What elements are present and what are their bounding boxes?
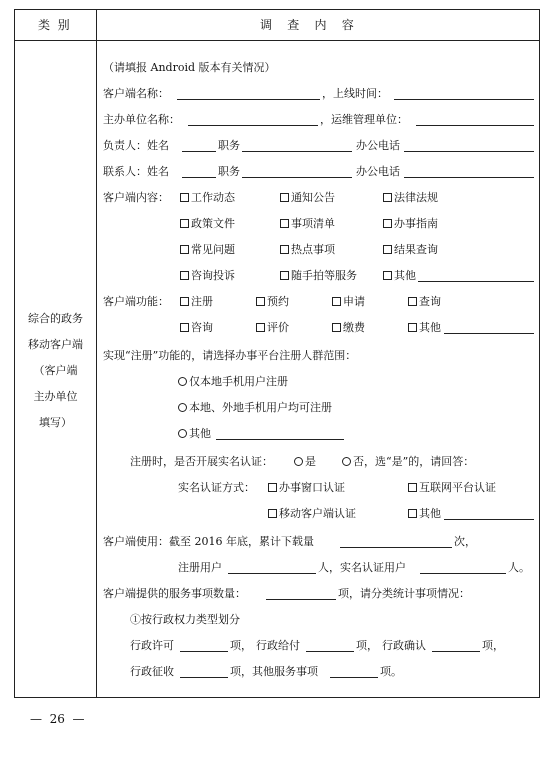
checkbox-icon [180, 271, 189, 280]
table-bottom-border [14, 697, 540, 698]
function-option[interactable]: 注册 [180, 295, 213, 309]
permit-unit: 项， [230, 639, 252, 652]
client-name-label: 客户端名称： [103, 87, 169, 100]
table-left-border [14, 9, 15, 698]
checkbox-icon [332, 323, 341, 332]
downloads-field[interactable] [340, 547, 452, 548]
content-label: 客户端内容： [103, 191, 169, 204]
checkbox-icon [383, 271, 392, 280]
checkbox-icon [268, 509, 277, 518]
radio-icon [294, 457, 303, 466]
content-option[interactable]: 事项清单 [280, 217, 335, 231]
other-services-field[interactable] [330, 677, 378, 678]
checkbox-icon [408, 483, 417, 492]
launch-time-label: ，上线时间： [322, 87, 388, 100]
host-unit-label: 主办单位名称： [103, 113, 180, 126]
confirm-label: 行政确认 [382, 639, 426, 652]
contact-title-label: 职务 [218, 165, 240, 178]
function-option[interactable]: 预约 [256, 295, 289, 309]
function-option[interactable]: 评价 [256, 321, 289, 335]
register-option[interactable]: 仅本地手机用户注册 [178, 375, 288, 389]
content-option[interactable]: 热点事项 [280, 243, 335, 257]
other-services-label: 项，其他服务事项 [230, 665, 318, 678]
by-power-label: ①按行政权力类型划分 [130, 613, 240, 626]
realname-users-label: 人，实名认证用户 [318, 561, 406, 574]
content-option[interactable]: 随手拍等服务 [280, 269, 357, 283]
realname-users-field[interactable] [420, 573, 506, 574]
ops-unit-label: ，运维管理单位： [320, 113, 408, 126]
content-option[interactable]: 政策文件 [180, 217, 235, 231]
contact-label: 联系人：姓名 [103, 165, 169, 178]
checkbox-icon [180, 323, 189, 332]
checkbox-icon [180, 297, 189, 306]
contact-title-field[interactable] [242, 177, 352, 178]
checkbox-icon [180, 245, 189, 254]
checkbox-icon [408, 297, 417, 306]
content-option[interactable]: 结果查询 [383, 243, 438, 257]
checkbox-icon [280, 271, 289, 280]
header-content: 调 查 内 容 [260, 18, 354, 32]
other-services-end: 项。 [380, 665, 402, 678]
content-option[interactable]: 办事指南 [383, 217, 438, 231]
form-note: （请填报 Android 版本有关情况） [103, 61, 276, 74]
table-top-border [14, 9, 540, 10]
usage-label: 客户端使用：截至 2016 年底，累计下载量 [103, 535, 314, 548]
category-line-5: 填写） [39, 416, 72, 429]
table-right-border [539, 9, 540, 698]
checkbox-icon [280, 219, 289, 228]
reg-users-label: 注册用户 [178, 561, 222, 574]
header-bottom-border [14, 40, 540, 41]
contact-name-field[interactable] [182, 177, 216, 178]
method-option-other[interactable]: 其他 [408, 507, 441, 521]
checkbox-icon [383, 193, 392, 202]
services-label: 客户端提供的服务事项数量： [103, 587, 246, 600]
content-option[interactable]: 咨询投诉 [180, 269, 235, 283]
checkbox-icon [256, 323, 265, 332]
permit-label: 行政许可 [130, 639, 174, 652]
times-label: 次， [454, 535, 476, 548]
confirm-field[interactable] [432, 651, 480, 652]
content-option[interactable]: 通知公告 [280, 191, 335, 205]
checkbox-icon [180, 193, 189, 202]
function-other-field[interactable] [444, 333, 534, 334]
category-line-4: 主办单位 [33, 390, 78, 403]
owner-phone-label: 办公电话 [356, 139, 400, 152]
content-option[interactable]: 工作动态 [180, 191, 235, 205]
client-name-field[interactable] [177, 99, 320, 100]
method-option[interactable]: 移动客户端认证 [268, 507, 356, 521]
checkbox-icon [280, 193, 289, 202]
realname-question: 注册时，是否开展实名认证： [130, 455, 273, 468]
category-line-3: （客户端 [33, 364, 78, 377]
radio-icon [178, 377, 187, 386]
ops-unit-field[interactable] [416, 125, 534, 126]
owner-name-field[interactable] [182, 151, 216, 152]
category-line-2: 移动客户端 [28, 338, 83, 351]
owner-label: 负责人：姓名 [103, 139, 169, 152]
function-option[interactable]: 申请 [332, 295, 365, 309]
column-divider [96, 9, 97, 698]
function-option[interactable]: 咨询 [180, 321, 213, 335]
owner-title-field[interactable] [242, 151, 352, 152]
contact-phone-label: 办公电话 [356, 165, 400, 178]
owner-phone-field[interactable] [404, 151, 534, 152]
function-label: 客户端功能： [103, 295, 169, 308]
checkbox-icon [408, 323, 417, 332]
method-option[interactable]: 互联网平台认证 [408, 481, 496, 495]
levy-label: 行政征收 [130, 665, 174, 678]
checkbox-icon [408, 509, 417, 518]
permit-field[interactable] [180, 651, 228, 652]
content-option[interactable]: 常见问题 [180, 243, 235, 257]
launch-time-field[interactable] [394, 99, 534, 100]
owner-title-label: 职务 [218, 139, 240, 152]
checkbox-icon [280, 245, 289, 254]
payment-label: 行政给付 [256, 639, 300, 652]
register-option[interactable]: 本地、外地手机用户均可注册 [178, 401, 332, 415]
checkbox-icon [383, 219, 392, 228]
radio-icon [178, 403, 187, 412]
content-option-other[interactable]: 其他 [383, 269, 416, 283]
checkbox-icon [256, 297, 265, 306]
services-count-field[interactable] [266, 599, 336, 600]
realname-no-option[interactable]: 否，选“是”的，请回答： [342, 455, 474, 469]
services-tail-label: 项，请分类统计事项情况： [338, 587, 470, 600]
method-other-field[interactable] [444, 519, 534, 520]
radio-icon [342, 457, 351, 466]
content-other-field[interactable] [418, 281, 534, 282]
reg-users-field[interactable] [228, 573, 316, 574]
realname-method-label: 实名认证方式： [178, 481, 255, 494]
payment-unit: 项， [356, 639, 378, 652]
register-option-other[interactable]: 其他 [178, 427, 211, 441]
category-line-1: 综合的政务 [28, 312, 83, 325]
function-option-other[interactable]: 其他 [408, 321, 441, 335]
checkbox-icon [180, 219, 189, 228]
confirm-unit: 项， [482, 639, 504, 652]
levy-field[interactable] [180, 677, 228, 678]
register-question: 实现“注册”功能的，请选择办事平台注册人群范围： [103, 349, 357, 362]
checkbox-icon [268, 483, 277, 492]
radio-icon [178, 429, 187, 438]
payment-field[interactable] [306, 651, 354, 652]
function-option[interactable]: 缴费 [332, 321, 365, 335]
checkbox-icon [332, 297, 341, 306]
page-number: — 26 — [30, 712, 85, 726]
realname-yes-option[interactable]: 是 [294, 455, 316, 469]
host-unit-field[interactable] [188, 125, 318, 126]
method-option[interactable]: 办事窗口认证 [268, 481, 345, 495]
function-option[interactable]: 查询 [408, 295, 441, 309]
register-other-field[interactable] [216, 439, 344, 440]
persons-end-label: 人。 [508, 561, 530, 574]
header-category: 类 别 [38, 18, 70, 32]
contact-phone-field[interactable] [404, 177, 534, 178]
checkbox-icon [383, 245, 392, 254]
content-option[interactable]: 法律法规 [383, 191, 438, 205]
